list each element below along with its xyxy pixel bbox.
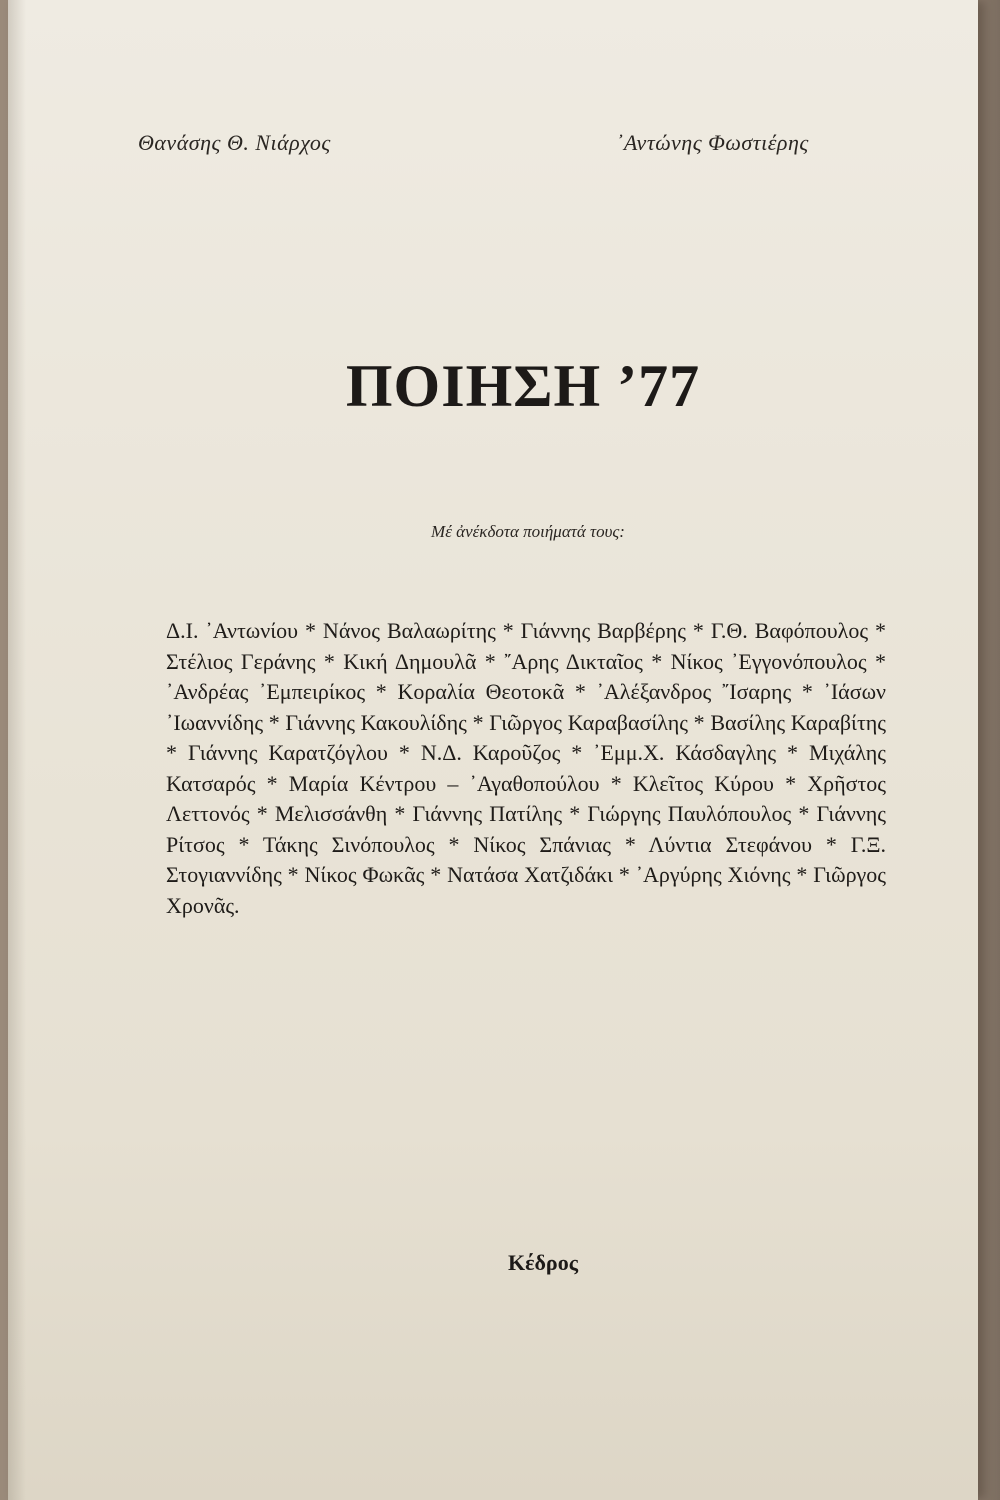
contributors-list: Δ.Ι. ᾿Αντωνίου * Νάνος Βαλαωρίτης * Γιάννης Βαρβέρης * Γ.Θ. Βαφόπουλος * Στέλιος Γεράνης * Κική Δημουλᾶ * ῎Αρης Δικταῖος * Νίκος ᾿Εγγονόπουλος * ᾿Ανδρέας ᾿Εμπειρίκος * Κοραλία Θεοτοκᾶ * ᾿Αλέξανδρος ῎Ισαρης * ᾿Ιάσων ᾿Ιωαννίδης * Γιάννης Κακουλίδης * Γιῶργος Καραβασίλης * Βασίλης Καραβίτης * Γιάννης Καρατζόγλου * Ν.Δ. Καροῦζος * ᾿Εμμ.Χ. Κάσδαγλης * Μιχάλης Κατσαρός * Μαρία Κέντρου – ᾿Αγαθοπούλου * Κλεῖτος Κύρου * Χρῆστος Λεττονός * Μελισσάνθη * Γιάννης Πατίλης * Γιώργης Παυλόπουλος * Γιάννης Ρίτσος * Τάκης Σινόπουλος * Νίκος Σπάνιας * Λύντια Στεφάνου * Γ.Ξ. Στογιαννίδης * Νίκος Φωκᾶς * Νατάσα Χατζιδάκι * ᾿Αργύρης Χιόνης * Γιῶργος Χρονᾶς. bbox=[166, 618, 886, 918]
subtitle: Μέ ἀνέκδοτα ποιήματά τους: bbox=[431, 522, 625, 541]
author-right: ᾿Αντώνης Φωστιέρης bbox=[616, 130, 809, 155]
publisher: Κέδρος bbox=[508, 1250, 578, 1275]
title-page bbox=[8, 0, 978, 1500]
book-title: ΠΟΙΗΣΗ ’77 bbox=[345, 353, 701, 419]
author-left: Θανάσης Θ. Νιάρχος bbox=[138, 130, 331, 155]
